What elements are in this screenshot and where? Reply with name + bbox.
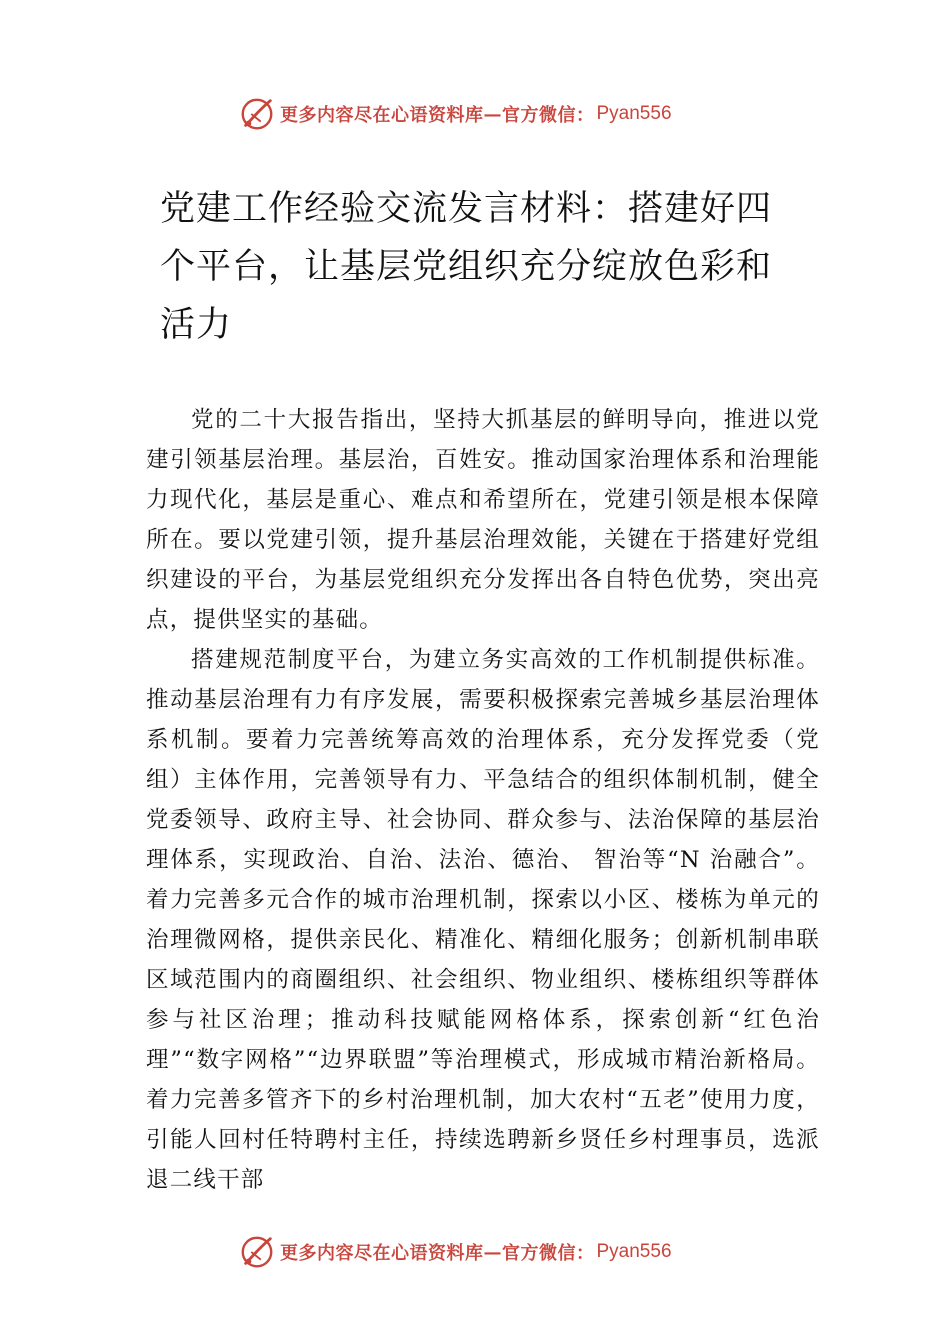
watermark-banner-top bbox=[238, 94, 672, 134]
watermark-wechat-id: Pyan556 bbox=[596, 1241, 672, 1262]
watermark-wechat-label: 官方微信： bbox=[502, 105, 595, 126]
watermark-text: 更多内容尽在心语资料库 bbox=[280, 105, 484, 126]
watermark-banner-bottom bbox=[238, 1232, 672, 1272]
watermark-wechat-id: Pyan556 bbox=[596, 103, 672, 124]
watermark-dash: — bbox=[483, 103, 502, 125]
document-body bbox=[146, 400, 820, 1200]
watermark-dash: — bbox=[483, 1241, 502, 1263]
brush-logo-icon bbox=[238, 1233, 276, 1271]
brush-logo-icon bbox=[238, 95, 276, 133]
document-title: 党建工作经验交流发言材料：搭建好四个平台，让基层党组织充分绽放色彩和活力 bbox=[160, 189, 773, 345]
paragraph-2: 搭建规范制度平台，为建立务实高效的工作机制提供标准。推动基层治理有力有序发展，需要积极探索完善城乡基层治理体系机制。要着力完善统筹高效的治理体系，充分发挥党委（党组）主体作用，完善领导有力、平急结合的组织体制机制，健全党委领导、政府主导、社会协同、群众参与、法治保障的基层治理体系，实现政治、自治、法治、德治、 智治等“N 治融合”。着力完善多元合作的城市治理机制，探索以小区、楼栋为单元的治理微网格，提供亲民化、精准化、精细化服务；创新机制串联区域范围内的商圈组织、社会组织、物业组织、楼栋组织等群体参与社区治理；推动科技赋能网格体系，探索创新“红色治理”“数字网格”“边界联盟”等治理模式，形成城市精治新格局。着力完善多管齐下的乡村治理机制，加大农村“五老”使用力度，引能人回村任特聘村主任，持续选聘新乡贤任乡村理事员，选派退二线干部 bbox=[146, 647, 820, 1193]
paragraph-1: 党的二十大报告指出，坚持大抓基层的鲜明导向，推进以党建引领基层治理。基层治，百姓安。推动国家治理体系和治理能力现代化，基层是重心、难点和希望所在，党建引领是根本保障所在。要以党建引领，提升基层治理效能，关键在于搭建好党组织建设的平台，为基层党组织充分发挥出各自特色优势，突出亮点，提供坚实的基础。 bbox=[146, 407, 820, 633]
watermark-wechat-label: 官方微信： bbox=[502, 1243, 595, 1264]
watermark-text: 更多内容尽在心语资料库 bbox=[280, 1243, 484, 1264]
